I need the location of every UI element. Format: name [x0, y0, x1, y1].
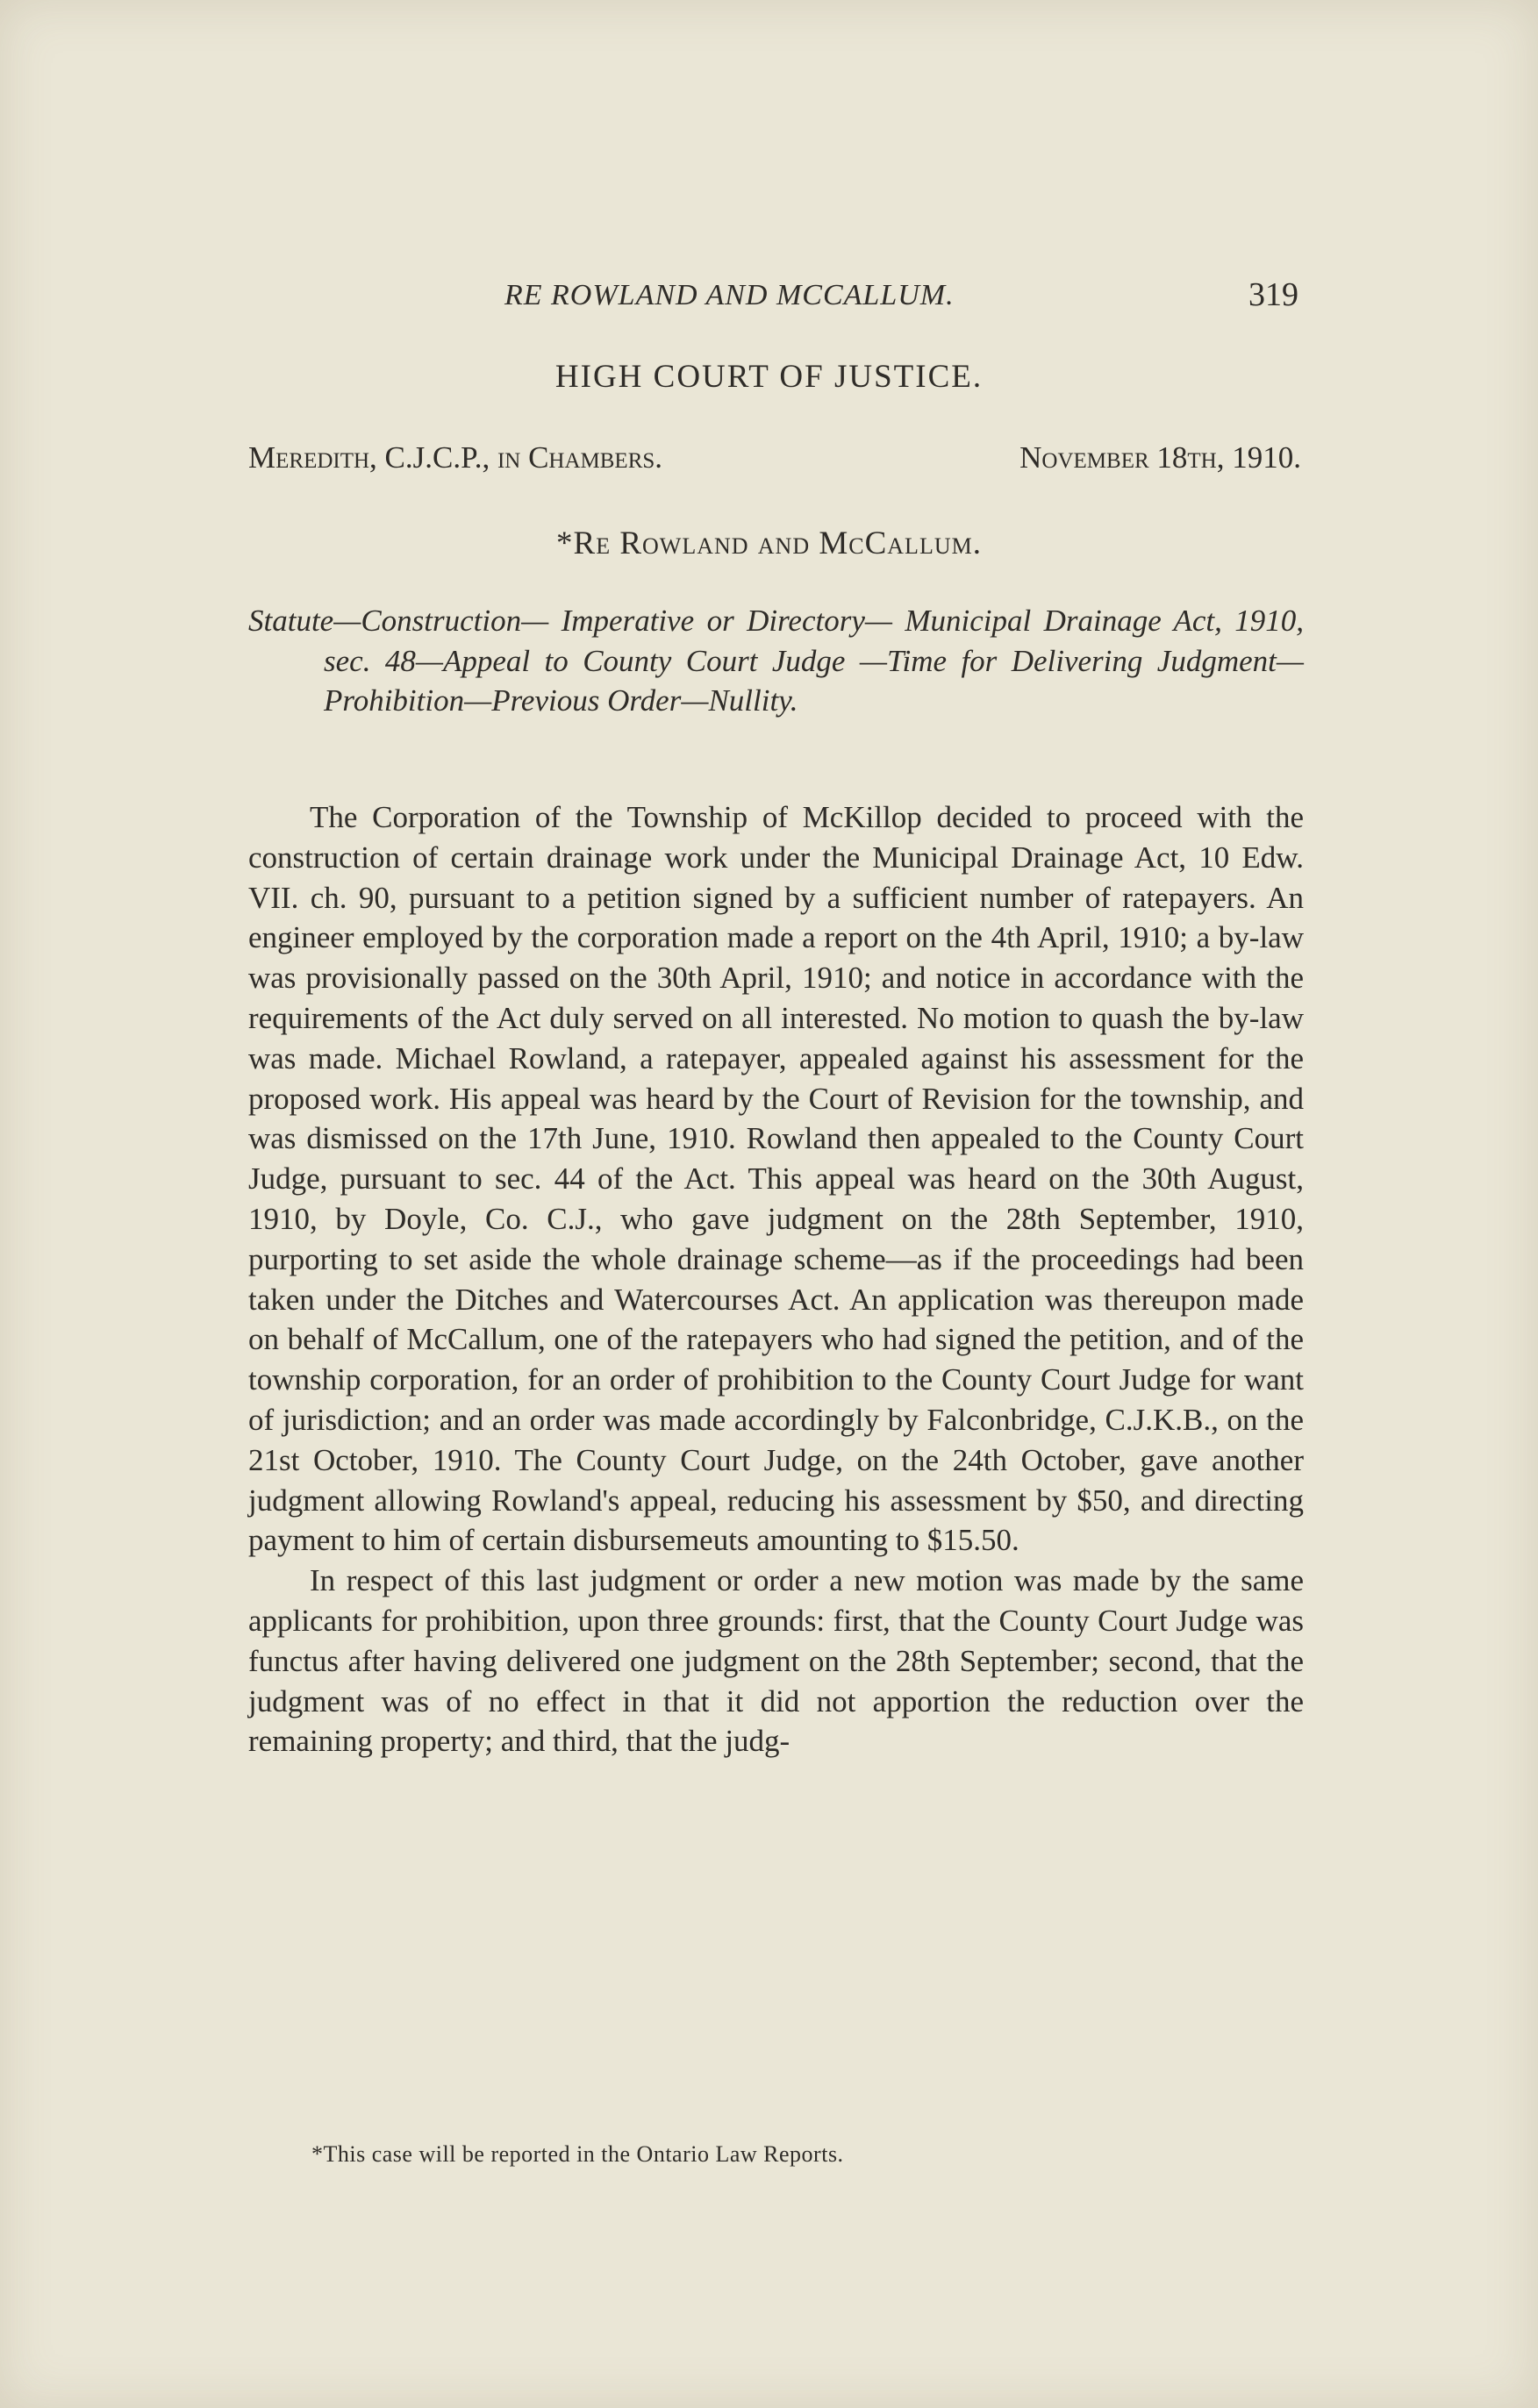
judge-name: Meredith, C.J.C.P., in Chambers.: [248, 440, 663, 475]
running-head: RE ROWLAND AND MCCALLUM.: [504, 279, 955, 311]
page-number: 319: [1248, 276, 1298, 313]
footnote: *This case will be reported in the Ontario Law Reports.: [311, 2141, 844, 2167]
decision-date: November 18th, 1910.: [1019, 440, 1301, 475]
case-title: *Re Rowland and McCallum.: [556, 525, 982, 561]
court-title: HIGH COURT OF JUSTICE.: [554, 359, 984, 395]
judge-date-line: [248, 440, 1301, 475]
headnote: Statute—Construction— Imperative or Directory— Municipal Drainage Act, 1910, sec. 48—Appeal to County Court Judge —Time for Delivering Judgment—Prohibition—Previous Order—Nullity.: [248, 604, 1304, 718]
body-text: [248, 797, 1304, 1761]
paragraph: In respect of this last judgment or order a new motion was made by the same applicants for prohibition, upon three grounds: first, that the County Court Judge was functus after having delivered one judgment on the 28th September; second, that the judgment was of no effect in that it did not apportion the reduction over the remaining property; and third, that the judg-: [248, 1563, 1304, 1759]
paragraph: The Corporation of the Township of McKillop decided to proceed with the construction of certain drainage work under the Municipal Drainage Act, 10 Edw. VII. ch. 90, pursuant to a petition signed by a sufficient number of ratepayers. An engineer employed by the corporation made a report on the 4th April, 1910; a by-law was provisionally passed on the 30th April, 1910; and notice in accordance with the requirements of the Act duly served on all interested. No motion to quash the by-law was made. Michael Rowland, a ratepayer, appealed against his assessment for the proposed work. His appeal was heard by the Court of Revision for the township, and was dismissed on the 17th June, 1910. Rowland then appealed to the County Court Judge, pursuant to sec. 44 of the Act. This appeal was heard on the 30th August, 1910, by Doyle, Co. C.J., who gave judgment on the 28th September, 1910, purporting to set aside the whole drainage scheme—as if the proceedings had been taken under the Ditches and Watercourses Act. An application was thereupon made on behalf of McCallum, one of the ratepayers who had signed the petition, and of the township corporation, for an order of prohibition to the County Court Judge for want of jurisdiction; and an order was made accordingly by Falconbridge, C.J.K.B., on the 21st October, 1910. The County Court Judge, on the 24th October, gave another judgment allowing Rowland's appeal, reducing his assessment by $50, and directing payment to him of certain disbursemeuts amounting to $15.50.: [248, 800, 1304, 1558]
